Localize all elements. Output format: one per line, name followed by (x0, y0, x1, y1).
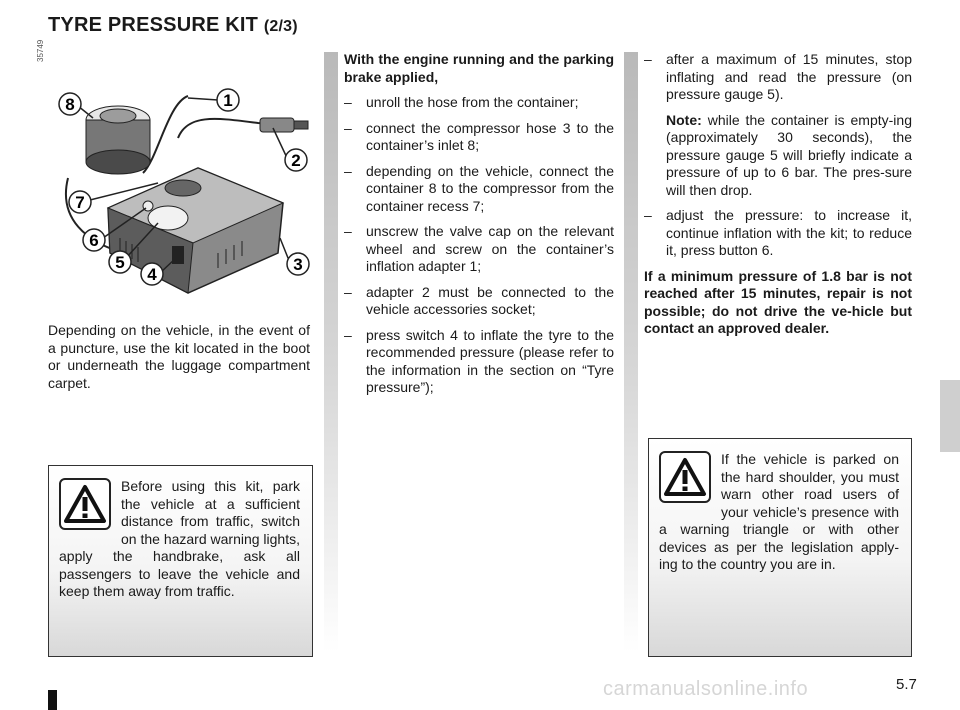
intro-paragraph: Depending on the vehicle, in the event of a puncture, use the kit located in the boot or underneath the luggage compartment carpet. (48, 322, 310, 391)
page-number: 5.7 (896, 676, 917, 693)
step-unroll: – unroll the hose from the container; (344, 94, 579, 110)
warning-box-left (48, 465, 313, 657)
note-label: Note: (666, 111, 702, 128)
instructions-column (344, 51, 614, 405)
instructions-lead: With the engine running and the parking brake applied, (344, 51, 614, 85)
step-connect-hose: – connect the compressor hose 3 to the container’s inlet 8; (344, 119, 614, 153)
callout-4: 4 (147, 265, 157, 284)
crop-mark (48, 690, 57, 710)
page-title (48, 14, 298, 37)
note-text: while the container is empty-ing (approximately 30 seconds), the pressure gauge 5 will briefly indicate a pressure of up to 6 bar. The pres-sure will then drop. (666, 111, 912, 198)
bold-warning: If a minimum pressure of 1.8 bar is not reached after 15 minutes, repair is not possible; do not drive the ve-hicle but contact an approved dealer. (644, 267, 912, 336)
callout-8: 8 (65, 95, 75, 114)
callout-3: 3 (293, 255, 303, 274)
callout-2: 2 (291, 151, 301, 170)
warning-triangle-icon (659, 451, 711, 503)
step-adjust-pressure: – adjust the pressure: to increase it, continue inflation with the kit; to reduce it, press button 6. (644, 207, 912, 258)
callout-5: 5 (115, 253, 125, 272)
title-text: TYRE PRESSURE KIT (48, 14, 259, 36)
section-tab (940, 380, 960, 452)
column-separator-left (324, 52, 338, 652)
tyre-kit-illustration (48, 78, 318, 298)
step-inflate: – press switch 4 to inflate the tyre to the recommended pressure (please refer to the information in the section on “Tyre pressure”); (344, 326, 614, 395)
warning-triangle-icon (59, 478, 111, 530)
title-subtitle: (2/3) (263, 18, 298, 35)
column-separator-right (624, 52, 638, 652)
step-adapter: – adapter 2 must be connected to the vehicle accessories socket; (344, 283, 614, 317)
step-stop-inflating: – after a maximum of 15 minutes, stop inflating and read the pressure (on pressure gauge 5). (644, 51, 912, 102)
warning-text-left: Before using this kit, park the vehicle at a sufficient distance from traffic, switch on the hazard warning lights, apply the handbrake, ask all passengers to leave the vehicle and keep them away from traffic. (59, 478, 300, 599)
note-paragraph (644, 112, 912, 200)
instructions-column-right (644, 51, 912, 346)
callout-6: 6 (89, 231, 99, 250)
step-valve-cap: – unscrew the valve cap on the relevant wheel and screw on the container’s inflation adapter 1; (344, 223, 614, 274)
warning-box-right (648, 438, 912, 657)
figure-id: 35749 (36, 39, 45, 62)
callout-7: 7 (75, 193, 85, 212)
watermark: carmanualsonline.info (603, 678, 809, 700)
step-connect-container: – depending on the vehicle, connect the container 8 to the compressor from the container recess 7; (344, 162, 614, 214)
callout-1: 1 (223, 91, 233, 110)
warning-text-right: If the vehicle is parked on the hard shoulder, you must warn other road users of your vehicle’s presence with a warning triangle or with other devices as per the legislation apply-ing to the country you are in. (659, 451, 899, 572)
